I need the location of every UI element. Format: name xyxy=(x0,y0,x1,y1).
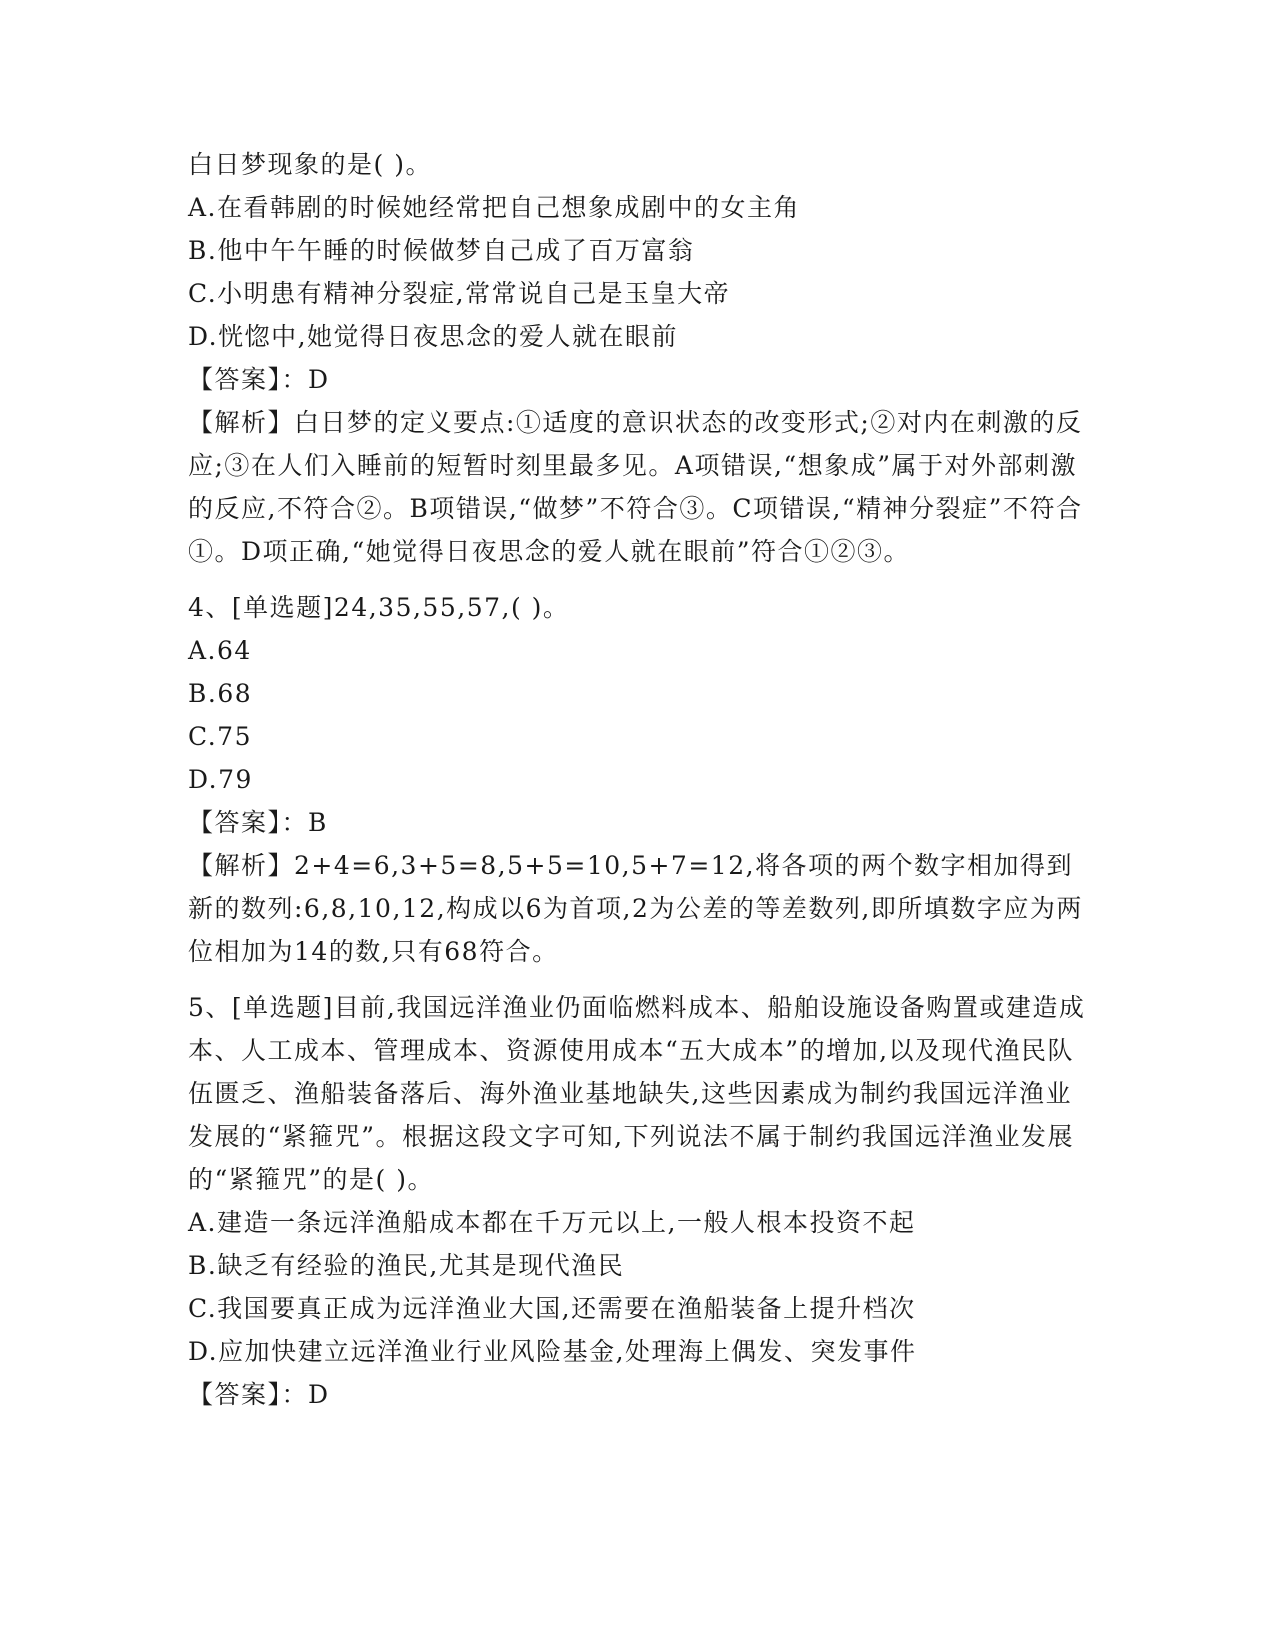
question-4-option-b: B.68 xyxy=(188,679,253,708)
question-5-stem: 5、[单选题]目前,我国远洋渔业仍面临燃料成本、船舶设施设备购置或建造成本、人工成本、管理成本、资源使用成本“五大成本”的增加,以及现代渔民队伍匮乏、渔船装备落后、海外渔业基地缺失,这些因素成为制约我国远洋渔业发展的“紧箍咒”。根据这段文字可知,下列说法不属于制约我国远洋渔业发展的“紧箍咒”的是( )。 xyxy=(188,993,1086,1194)
question-4-option-a: A.64 xyxy=(188,636,252,665)
question-4-answer: 【答案】：B xyxy=(188,808,328,837)
question-5-option-b: B.缺乏有经验的渔民,尤其是现代渔民 xyxy=(188,1251,625,1280)
question-3-analysis: 【解析】白日梦的定义要点:①适度的意识状态的改变形式;②对内在刺激的反应;③在人们入睡前的短暂时刻里最多见。A项错误,“想象成”属于对外部刺激的反应,不符合②。B项错误,“做梦”不符合③。C项错误,“精神分裂症”不符合①。D项正确,“她觉得日夜思念的爱人就在眼前”符合①②③。 xyxy=(188,408,1083,566)
question-3 xyxy=(188,143,1088,573)
question-5-option-c: C.我国要真正成为远洋渔业大国,还需要在渔船装备上提升档次 xyxy=(188,1294,916,1323)
question-4-stem: 4、[单选题]24,35,55,57,( )。 xyxy=(188,593,570,622)
question-3-option-b: B.他中午午睡的时候做梦自己成了百万富翁 xyxy=(188,236,695,265)
question-5-option-a: A.建造一条远洋渔船成本都在千万元以上,一般人根本投资不起 xyxy=(188,1208,916,1237)
question-5-option-d: D.应加快建立远洋渔业行业风险基金,处理海上偶发、突发事件 xyxy=(188,1337,917,1366)
question-3-stem-tail: 白日梦现象的是( )。 xyxy=(188,150,432,179)
question-4-option-d: D.79 xyxy=(188,765,253,794)
question-3-answer: 【答案】：D xyxy=(188,365,330,394)
question-5-answer: 【答案】：D xyxy=(188,1380,330,1409)
document-content xyxy=(188,143,1088,1416)
question-4 xyxy=(188,586,1088,973)
question-3-option-a: A.在看韩剧的时候她经常把自己想象成剧中的女主角 xyxy=(188,193,801,222)
question-5 xyxy=(188,986,1088,1416)
question-4-option-c: C.75 xyxy=(188,722,252,751)
question-3-option-d: D.恍惚中,她觉得日夜思念的爱人就在眼前 xyxy=(188,322,679,351)
question-4-analysis: 【解析】2+4=6,3+5=8,5+5=10,5+7=12,将各项的两个数字相加得到新的数列:6,8,10,12,构成以6为首项,2为公差的等差数列,即所填数字应为两位相加为14的数,只有68符合。 xyxy=(188,851,1083,966)
question-3-option-c: C.小明患有精神分裂症,常常说自己是玉皇大帝 xyxy=(188,279,731,308)
